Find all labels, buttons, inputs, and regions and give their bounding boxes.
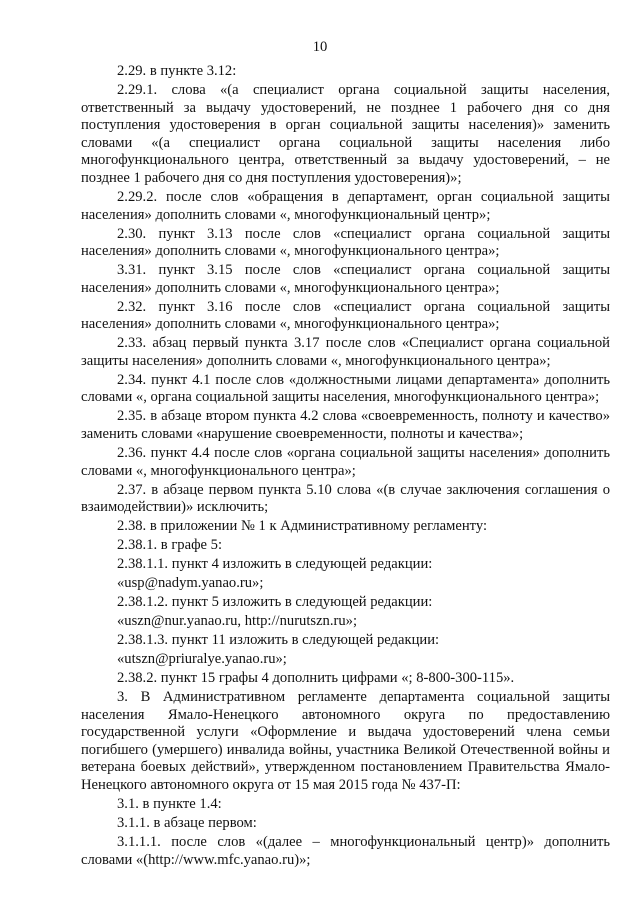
paragraph-2-32: 2.32. пункт 3.16 после слов «специалист органа социальной защиты населения» дополнить словами «, многофункционального центра»; (81, 298, 610, 333)
page-number: 10 (312, 39, 328, 55)
paragraph-2-34: 2.34. пункт 4.1 после слов «должностными лицами департамента» дополнить словами «, органа социальной защиты населения, многофункционального центра»; (81, 371, 610, 406)
paragraph-3: 3. В Административном регламенте департамента социальной защиты населения Ямало-Ненецкого автономного округа по предоставлению государственной услуги «Оформление и выдача удостоверений члена семьи погибшего (умершего) инвалида войны, участника Великой Отечественной войны и ветерана боевых действий», утвержденном постановлением Правительства Ямало-Ненецкого автономного округа от 15 мая 2015 года № 437-П: (81, 689, 610, 793)
email-nur: «uszn@nur.yanao.ru, http://nurutszn.ru»; (117, 613, 358, 630)
paragraph-2-30: 2.30. пункт 3.13 после слов «специалист органа социальной защиты населения» дополнить словами «, многофункционального центра»; (81, 225, 610, 260)
document-body (81, 63, 610, 869)
paragraph-2-29: 2.29. в пункте 3.12: (117, 63, 237, 79)
paragraph-2-38: 2.38. в приложении № 1 к Административному регламенту: (117, 518, 488, 535)
paragraph-3-31: 3.31. пункт 3.15 после слов «специалист органа социальной защиты населения» дополнить словами «, многофункционального центра»; (81, 262, 610, 296)
paragraph-2-36: 2.36. пункт 4.4 после слов «органа социальной защиты населения» дополнить словами «, многофункционального центра»; (81, 444, 610, 479)
paragraph-2-38-1-3: 2.38.1.3. пункт 11 изложить в следующей редакции: (117, 632, 440, 649)
paragraph-2-38-1: 2.38.1. в графе 5: (117, 537, 223, 554)
paragraph-2-33: 2.33. абзац первый пункта 3.17 после слов «Специалист органа социальной защиты населения» дополнить словами «, многофункционального центра»; (81, 335, 610, 369)
paragraph-2-35: 2.35. в абзаце втором пункта 4.2 слова «своевременность, полноту и качество» заменить словами «нарушение своевременности, полноты и качества»; (81, 408, 610, 442)
email-priuralye: «utszn@priuralye.yanao.ru»; (117, 651, 287, 668)
paragraph-2-38-2: 2.38.2. пункт 15 графы 4 дополнить цифрами «; 8-800-300-115». (117, 670, 515, 687)
paragraph-3-1-1-1: 3.1.1.1. после слов «(далее – многофункциональный центр)» дополнить словами «(http://www.mfc.yanao.ru)»; (81, 833, 610, 868)
paragraph-3-1-1: 3.1.1. в абзаце первом: (117, 814, 257, 831)
paragraph-2-38-1-2: 2.38.1.2. пункт 5 изложить в следующей редакции: (117, 594, 433, 611)
paragraph-2-29-1: 2.29.1. слова «(а специалист органа социальной защиты населения, ответственный за выдачу удостоверений, не позднее 1 рабочего дня со дня поступления удостоверения в орган социальной защиты населения)» заменить словами «(а специалист органа социальной защиты населения либо многофункционального центра, ответственный за выдачу удостоверений, – не позднее 1 рабочего дня со дня поступления удостоверения)»; (81, 81, 610, 186)
paragraph-3-1: 3.1. в пункте 1.4: (117, 795, 222, 812)
paragraph-2-38-1-1: 2.38.1.1. пункт 4 изложить в следующей редакции: (117, 556, 433, 573)
paragraph-2-29-2: 2.29.2. после слов «обращения в департамент, орган социальной защиты населения» дополнить словами «, многофункциональный центр»; (81, 188, 610, 223)
email-nadym: «usp@nadym.yanao.ru»; (117, 575, 264, 592)
paragraph-2-37: 2.37. в абзаце первом пункта 5.10 слова «(в случае заключения соглашения о взаимодействии)» исключить; (81, 481, 610, 516)
